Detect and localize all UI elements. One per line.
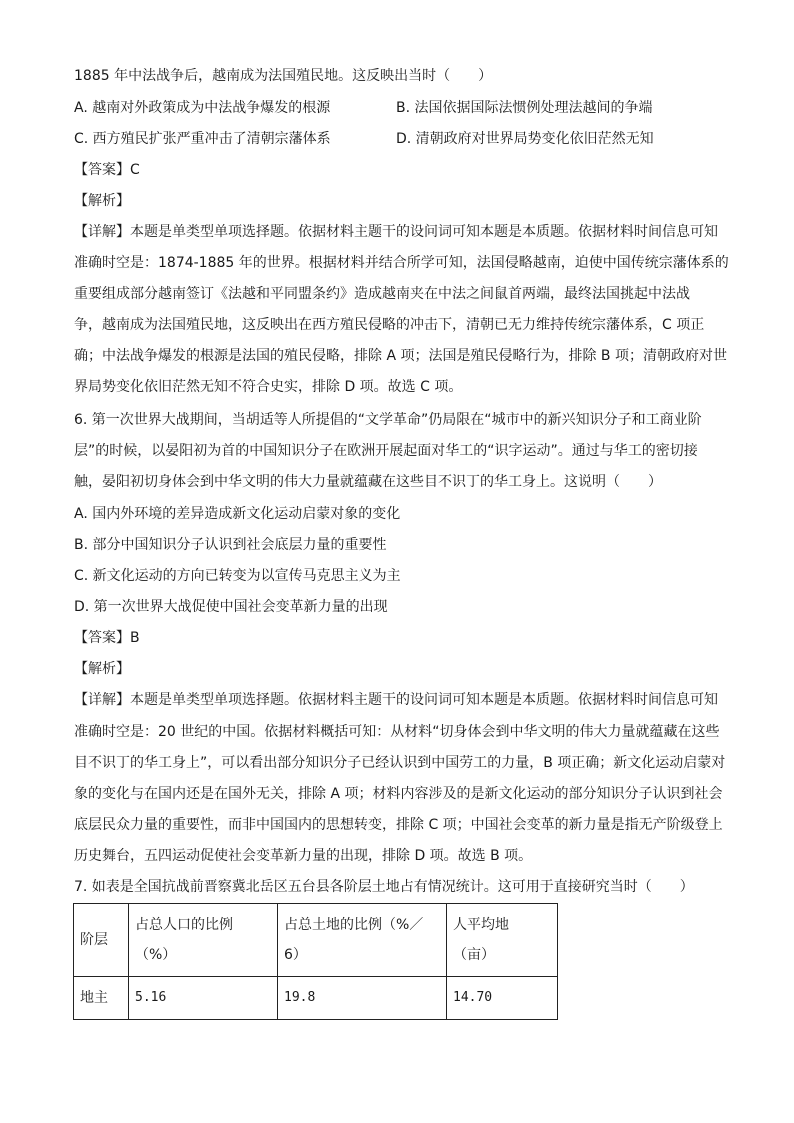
q6-analysis-line: 象的变化与在国内还是在国外无关，排除 A 项；材料内容涉及的是新文化运动的部分知识分子认识到社会 xyxy=(74,786,723,802)
table-cell: 14.70 xyxy=(447,977,558,1020)
table-header-row xyxy=(74,904,558,977)
q6-option-a: A. 国内外环境的差异造成新文化运动启蒙对象的变化 xyxy=(74,506,401,522)
q6-option-c: C. 新文化运动的方向已转变为以宣传马克思主义为主 xyxy=(74,568,401,584)
table-header-cell: 人平均地 （亩） xyxy=(447,904,558,977)
q5-analysis-line: 争，越南成为法国殖民地，这反映出在西方殖民侵略的冲击下，清朝已无力维持传统宗藩体系，C 项正 xyxy=(74,317,705,333)
q6-answer: 【答案】B xyxy=(74,630,140,646)
land-ownership-table xyxy=(73,903,558,1020)
q6-stem-line: 触，晏阳初切身体会到中华文明的伟大力量就蕴藏在这些目不识丁的华工身上。这说明（ ） xyxy=(74,474,662,490)
q5-analysis-line: 界局势变化依旧茫然无知不符合史实，排除 D 项。故选 C 项。 xyxy=(74,379,463,395)
q6-stem-line: 6. 第一次世界大战期间，当胡适等人所提倡的“文学革命”仍局限在“城市中的新兴知识分子和工商业阶 xyxy=(74,412,702,428)
q6-analysis-line: 准确时空是：20 世纪的中国。依据材料概括可知：从材料“切身体会到中华文明的伟大力量就蕴藏在这些 xyxy=(74,724,720,740)
q6-analysis-title: 【解析】 xyxy=(74,661,130,677)
q6-option-d: D. 第一次世界大战促使中国社会变革新力量的出现 xyxy=(74,599,388,615)
q6-analysis-line: 【详解】本题是单类型单项选择题。依据材料主题干的设问词可知本题是本质题。依据材料时间信息可知 xyxy=(74,692,718,708)
q5-analysis-line: 重要组成部分越南签订《法越和平同盟条约》造成越南夹在中法之间鼠首两端，最终法国挑起中法战 xyxy=(74,286,690,302)
q5-option-d: D. 清朝政府对世界局势变化依旧茫然无知 xyxy=(396,131,654,147)
q5-analysis-line: 准确时空是：1874-1885 年的世界。根据材料并结合所学可知，法国侵略越南，迫使中国传统宗藩体系的 xyxy=(74,255,729,271)
table-cell: 19.8 xyxy=(278,977,447,1020)
table-header-cell: 阶层 xyxy=(74,904,129,977)
q5-analysis-line: 确；中法战争爆发的根源是法国的殖民侵略，排除 A 项；法国是殖民侵略行为，排除 B 项；清朝政府对世 xyxy=(74,348,727,364)
q5-answer: 【答案】C xyxy=(74,162,140,178)
q5-option-b: B. 法国依据国际法惯例处理法越间的争端 xyxy=(396,100,653,116)
table-cell: 5.16 xyxy=(129,977,278,1020)
table-cell: 地主 xyxy=(74,977,129,1020)
q6-analysis-line: 历史舞台，五四运动促使社会变革新力量的出现，排除 D 项。故选 B 项。 xyxy=(74,848,533,864)
q5-stem: 1885 年中法战争后，越南成为法国殖民地。这反映出当时（ ） xyxy=(74,68,493,84)
table-header-cell: 占总人口的比例 （%） xyxy=(129,904,278,977)
q6-analysis-line: 底层民众力量的重要性，而非中国国内的思想转变，排除 C 项；中国社会变革的新力量是指无产阶级登上 xyxy=(74,817,723,833)
table-row xyxy=(74,977,558,1020)
q6-option-b: B. 部分中国知识分子认识到社会底层力量的重要性 xyxy=(74,537,387,553)
q6-stem-line: 层”的时候，以晏阳初为首的中国知识分子在欧洲开展起面对华工的“识字运动”。通过与华工的密切接 xyxy=(74,443,698,459)
q5-option-c: C. 西方殖民扩张严重冲击了清朝宗藩体系 xyxy=(74,131,331,147)
q5-analysis-line: 【详解】本题是单类型单项选择题。依据材料主题干的设问词可知本题是本质题。依据材料时间信息可知 xyxy=(74,224,718,240)
q7-stem: 7. 如表是全国抗战前晋察冀北岳区五台县各阶层土地占有情况统计。这可用于直接研究当时（ ） xyxy=(74,879,694,895)
table-header-cell: 占总土地的比例（%／ 6） xyxy=(278,904,447,977)
q5-analysis-title: 【解析】 xyxy=(74,193,130,209)
q6-analysis-line: 目不识丁的华工身上”，可以看出部分知识分子已经认识到中国劳工的力量，B 项正确；新文化运动启蒙对 xyxy=(74,755,726,771)
q5-option-a: A. 越南对外政策成为中法战争爆发的根源 xyxy=(74,100,331,116)
